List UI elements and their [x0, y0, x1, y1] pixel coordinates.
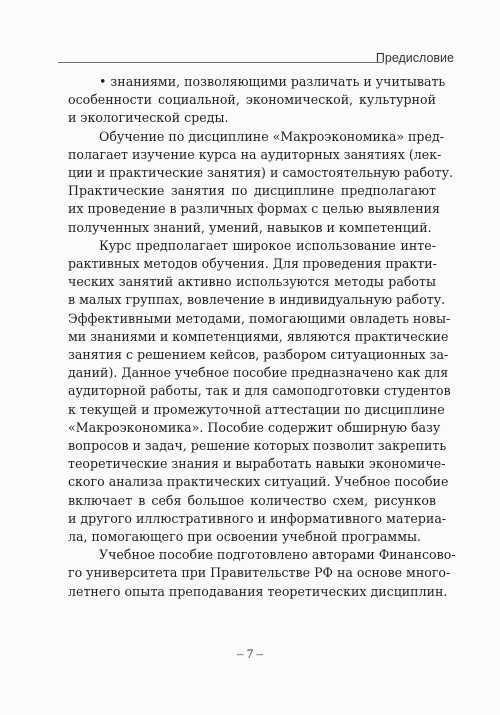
text-line: Эффективными методами, помогающими овладеть новы-	[68, 310, 451, 326]
body-text	[68, 73, 456, 601]
text-line: Учебное пособие подготовлено авторами Финансово-	[99, 547, 456, 563]
text-line: даний). Данное учебное пособие предназначено как для	[68, 365, 449, 381]
header-rule	[58, 62, 383, 63]
text-line: занятия с решением кейсов, разбором ситуационных за-	[68, 347, 449, 363]
text-line: вопросов и задач, решение которых позволит закрепить	[68, 438, 447, 454]
text-line: Обучение по дисциплине «Макроэкономика» пред-	[99, 128, 444, 144]
text-line: • знаниями, позволяющими различать и учитывать	[99, 74, 446, 89]
text-line: Практические занятия по дисциплине предполагают	[68, 183, 436, 199]
text-line: ческих занятий активно используются методы работы	[68, 274, 436, 290]
text-line: ского анализа практических ситуаций. Учебное пособие	[68, 474, 449, 490]
text-line: Курс предполагает широкое использование инте-	[99, 237, 436, 253]
text-line: летнего опыта преподавания теоретических дисциплин.	[68, 583, 448, 599]
text-line: ми знаниями и компетенциями, являются практические	[68, 328, 449, 344]
text-line: особенности социальной, экономической, культурной	[68, 92, 436, 108]
text-line: рактивных методов обучения. Для проведения практи-	[68, 256, 437, 272]
text-line: полученных знаний, умений, навыков и компетенций.	[68, 219, 432, 235]
paragraph-bullet-end	[68, 73, 446, 128]
text-line: ла, помогающего при освоении учебной программы.	[68, 529, 422, 545]
text-line: к текущей и промежуточной аттестации по дисциплине	[68, 401, 445, 417]
text-line: включает в себя большое количество схем, рисунков	[68, 492, 436, 508]
paragraph-interactive-methods	[68, 237, 451, 546]
running-head: Предисловие	[375, 51, 454, 65]
text-line: теоретические знания и выработать навыки экономиче-	[68, 456, 446, 472]
text-line: го университета при Правительстве РФ на основе много-	[68, 565, 451, 581]
text-line: «Макроэкономика». Пособие содержит обширную базу	[68, 419, 441, 435]
text-line: и другого иллюстративного и информативного материа-	[68, 510, 447, 526]
text-line: их проведение в различных формах с целью выявления	[68, 201, 440, 217]
paragraph-course-study	[68, 128, 454, 237]
text-line: полагает изучение курса на аудиторных занятиях (лек-	[68, 146, 442, 162]
page-number: – 7 –	[237, 646, 263, 661]
text-line: аудиторной работы, так и для самоподготовки студентов	[68, 383, 451, 399]
paragraph-authors	[68, 546, 456, 601]
text-line: в малых группах, вовлечение в индивидуальную работу.	[68, 292, 446, 308]
text-line: ции и практические занятия) и самостоятельную работу.	[68, 165, 454, 181]
text-line: и экологической среды.	[68, 110, 229, 126]
